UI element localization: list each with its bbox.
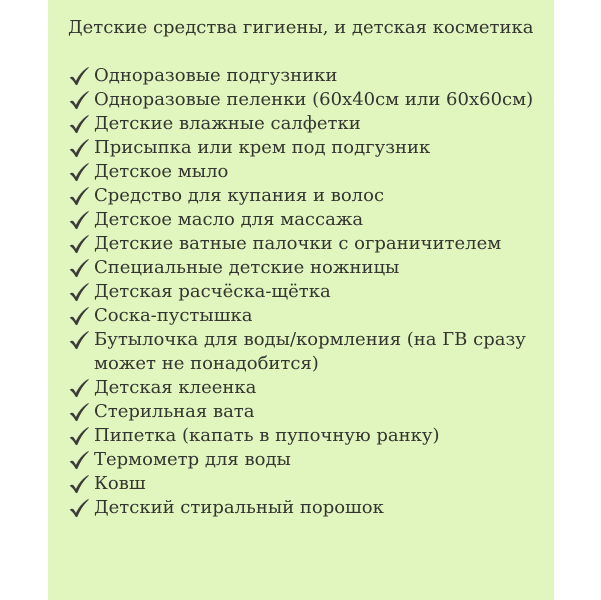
- checklist-item-label: Средство для купания и волос: [94, 185, 385, 206]
- checklist-item-label: Бутылочка для воды/кормления (на ГВ сразу может не понадобится): [94, 329, 526, 374]
- checklist-item-label: Пипетка (капать в пупочную ранку): [94, 425, 440, 446]
- check-mark-icon: [68, 448, 94, 472]
- checklist-item: [68, 472, 544, 496]
- check-mark-icon: [68, 496, 94, 520]
- checklist-item: [68, 496, 544, 520]
- checklist-item-label: Специальные детские ножницы: [94, 257, 400, 278]
- checklist-item: [68, 64, 544, 88]
- checklist-item-label: Ковш: [94, 473, 146, 494]
- checklist-item-label: Детское мыло: [94, 161, 229, 182]
- checklist-item: [68, 160, 544, 184]
- check-mark-icon: [68, 376, 94, 400]
- check-mark-icon: [68, 88, 94, 112]
- check-mark-icon: [68, 184, 94, 208]
- checklist-item: [68, 304, 544, 328]
- check-mark-icon: [68, 160, 94, 184]
- checklist-item: [68, 328, 544, 376]
- checklist-item-label: Детские ватные палочки с ограничителем: [94, 233, 502, 254]
- checklist-item-label: Одноразовые пеленки (60х40см или 60х60см): [94, 89, 534, 110]
- checklist-item-label: Стерильная вата: [94, 401, 255, 422]
- check-mark-icon: [68, 304, 94, 328]
- checklist-item-label: Детская расчёска-щётка: [94, 281, 331, 302]
- check-mark-icon: [68, 472, 94, 496]
- check-mark-icon: [68, 64, 94, 88]
- checklist-item-label: Детские влажные салфетки: [94, 113, 361, 134]
- check-mark-icon: [68, 136, 94, 160]
- checklist-title: Детские средства гигиены, и детская косметика: [68, 17, 534, 38]
- checklist-item: [68, 136, 544, 160]
- check-mark-icon: [68, 112, 94, 136]
- checklist-item: [68, 400, 544, 424]
- check-mark-icon: [68, 232, 94, 256]
- checklist-item: [68, 88, 544, 112]
- checklist-item-label: Термометр для воды: [94, 449, 291, 470]
- checklist-item-label: Соска-пустышка: [94, 305, 253, 326]
- check-mark-icon: [68, 328, 94, 352]
- checklist: [68, 64, 544, 520]
- check-mark-icon: [68, 400, 94, 424]
- checklist-item-label: Одноразовые подгузники: [94, 65, 338, 86]
- check-mark-icon: [68, 424, 94, 448]
- check-mark-icon: [68, 280, 94, 304]
- check-mark-icon: [68, 256, 94, 280]
- checklist-item: [68, 232, 544, 256]
- checklist-item-label: Детская клеенка: [94, 377, 257, 398]
- checklist-item: [68, 448, 544, 472]
- checklist-item-label: Присыпка или крем под подгузник: [94, 137, 431, 158]
- checklist-item: [68, 424, 544, 448]
- checklist-item-label: Детский стиральный порошок: [94, 497, 384, 518]
- checklist-card: [48, 0, 554, 600]
- checklist-item: [68, 280, 544, 304]
- checklist-item: [68, 256, 544, 280]
- check-mark-icon: [68, 208, 94, 232]
- checklist-item: [68, 208, 544, 232]
- checklist-item: [68, 376, 544, 400]
- checklist-item: [68, 112, 544, 136]
- checklist-item: [68, 184, 544, 208]
- checklist-item-label: Детское масло для массажа: [94, 209, 364, 230]
